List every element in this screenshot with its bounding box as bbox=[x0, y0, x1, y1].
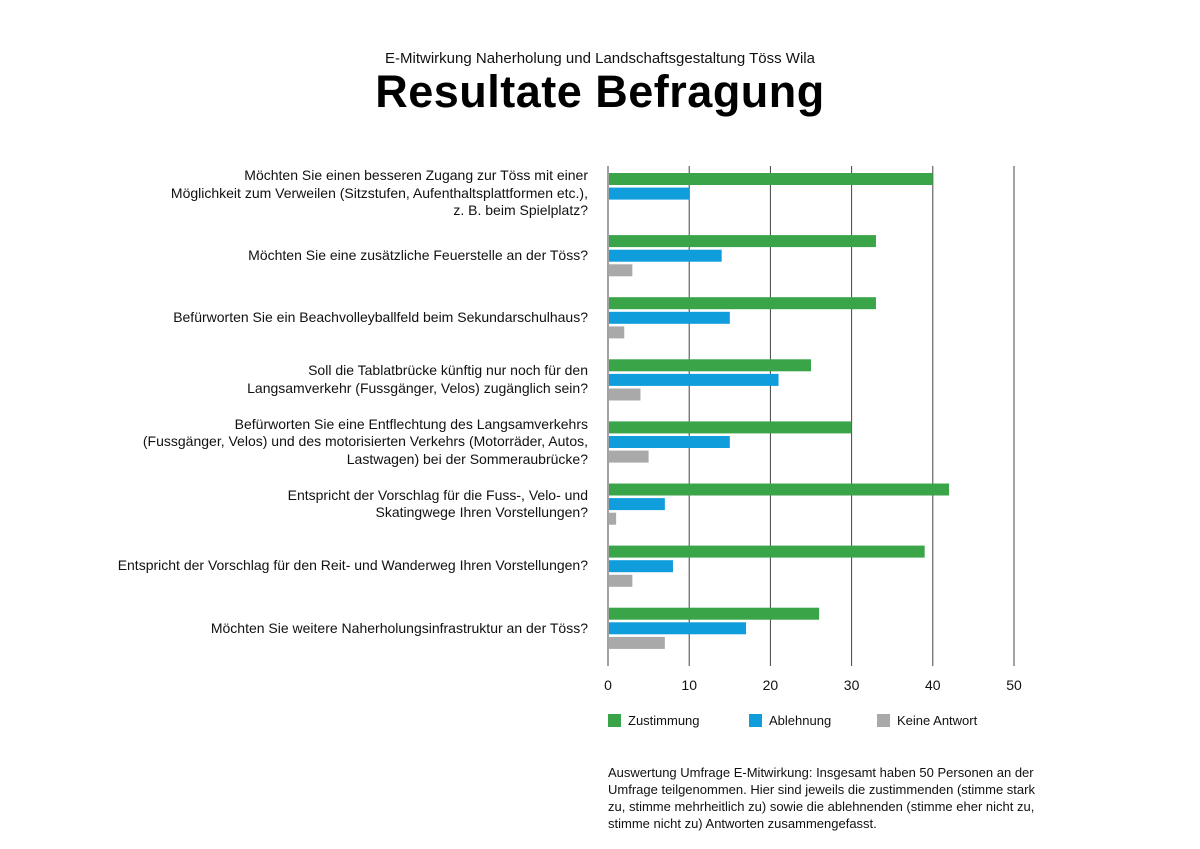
bars bbox=[609, 173, 949, 649]
x-tick-labels bbox=[604, 677, 1022, 693]
legend-item-zustimmung bbox=[608, 711, 700, 729]
legend-label: Keine Antwort bbox=[897, 712, 978, 728]
bar-ablehnung bbox=[609, 622, 746, 634]
bar-ablehnung bbox=[609, 560, 673, 572]
question-label-line: Befürworten Sie ein Beachvolleyballfeld beim Sekundarschulhaus? bbox=[173, 309, 588, 326]
question-label-line: Möglichkeit zum Verweilen (Sitzstufen, Aufenthaltsplattformen etc.), bbox=[170, 184, 588, 201]
bar-zustimmung bbox=[609, 297, 876, 309]
bar-zustimmung bbox=[609, 235, 876, 247]
bar-ablehnung bbox=[609, 436, 730, 448]
legend-swatch bbox=[608, 714, 621, 727]
legend-swatch bbox=[749, 714, 762, 727]
x-tick-label: 20 bbox=[762, 677, 779, 693]
legend-item-keine-antwort bbox=[877, 711, 977, 729]
legend-label: Ablehnung bbox=[769, 712, 832, 728]
question-label-line: Skatingwege Ihren Vorstellungen? bbox=[375, 504, 588, 521]
bar-keine-antwort bbox=[609, 389, 640, 401]
question-label-line: Befürworten Sie eine Entflechtung des Langsamverkehrs bbox=[234, 415, 588, 432]
bar-ablehnung bbox=[609, 188, 689, 200]
question-label-line: Entspricht der Vorschlag für den Reit- und Wanderweg Ihren Vorstellungen? bbox=[117, 557, 588, 574]
question-label-line: Entspricht der Vorschlag für die Fuss-, Velo- und bbox=[287, 486, 588, 503]
bar-keine-antwort bbox=[609, 575, 632, 587]
question-label-line: Langsamverkehr (Fussgänger, Velos) zugänglich sein? bbox=[247, 379, 588, 396]
bar-keine-antwort bbox=[609, 637, 665, 649]
question-label-line: (Fussgänger, Velos) und des motorisierten Verkehrs (Motorräder, Autos, bbox=[142, 433, 588, 450]
bar-keine-antwort bbox=[609, 264, 632, 276]
bar-keine-antwort bbox=[609, 451, 649, 463]
bar-keine-antwort bbox=[609, 513, 616, 525]
question-label-line: Lastwagen) bei der Sommeraubrücke? bbox=[346, 450, 588, 467]
question-label-line: z. B. beim Spielplatz? bbox=[453, 202, 588, 219]
x-tick-label: 30 bbox=[843, 677, 860, 693]
bar-zustimmung bbox=[609, 421, 852, 433]
question-label-line: Möchten Sie einen besseren Zugang zur Töss mit einer bbox=[244, 167, 588, 184]
bar-zustimmung bbox=[609, 484, 949, 496]
bar-zustimmung bbox=[609, 173, 933, 185]
bar-ablehnung bbox=[609, 498, 665, 510]
question-label-line: Möchten Sie eine zusätzliche Feuerstelle an der Töss? bbox=[248, 246, 588, 263]
bar-zustimmung bbox=[609, 608, 819, 620]
chart-subtitle: E-Mitwirkung Naherholung und Landschaftsgestaltung Töss Wila bbox=[385, 50, 815, 67]
bar-zustimmung bbox=[609, 359, 811, 371]
x-tick-label: 50 bbox=[1006, 677, 1022, 693]
x-tick-label: 0 bbox=[604, 677, 612, 693]
question-label-line: Soll die Tablatbrücke künftig nur noch für den bbox=[308, 362, 588, 379]
bar-ablehnung bbox=[609, 312, 730, 324]
chart-title: Resultate Befragung bbox=[375, 66, 825, 117]
footnote: Auswertung Umfrage E-Mitwirkung: Insgesamt haben 50 Personen an der Umfrage teilgenommen. Hier sind jeweils die zustimmenden (stimme stark zu, stimme mehrheitlich zu) sowie die ablehnenden (stimme eher nicht zu, stimme nicht zu) Antworten zusammengefasst. bbox=[608, 765, 1035, 831]
bar-ablehnung bbox=[609, 250, 722, 262]
x-tick-label: 10 bbox=[681, 677, 697, 693]
question-label-line: Möchten Sie weitere Naherholungsinfrastruktur an der Töss? bbox=[210, 619, 588, 636]
legend-swatch bbox=[877, 714, 890, 727]
x-tick-label: 40 bbox=[925, 677, 941, 693]
bar-keine-antwort bbox=[609, 326, 624, 338]
bar-zustimmung bbox=[609, 546, 925, 558]
legend-label: Zustimmung bbox=[628, 712, 700, 728]
bar-ablehnung bbox=[609, 374, 779, 386]
legend-item-ablehnung bbox=[749, 711, 831, 729]
